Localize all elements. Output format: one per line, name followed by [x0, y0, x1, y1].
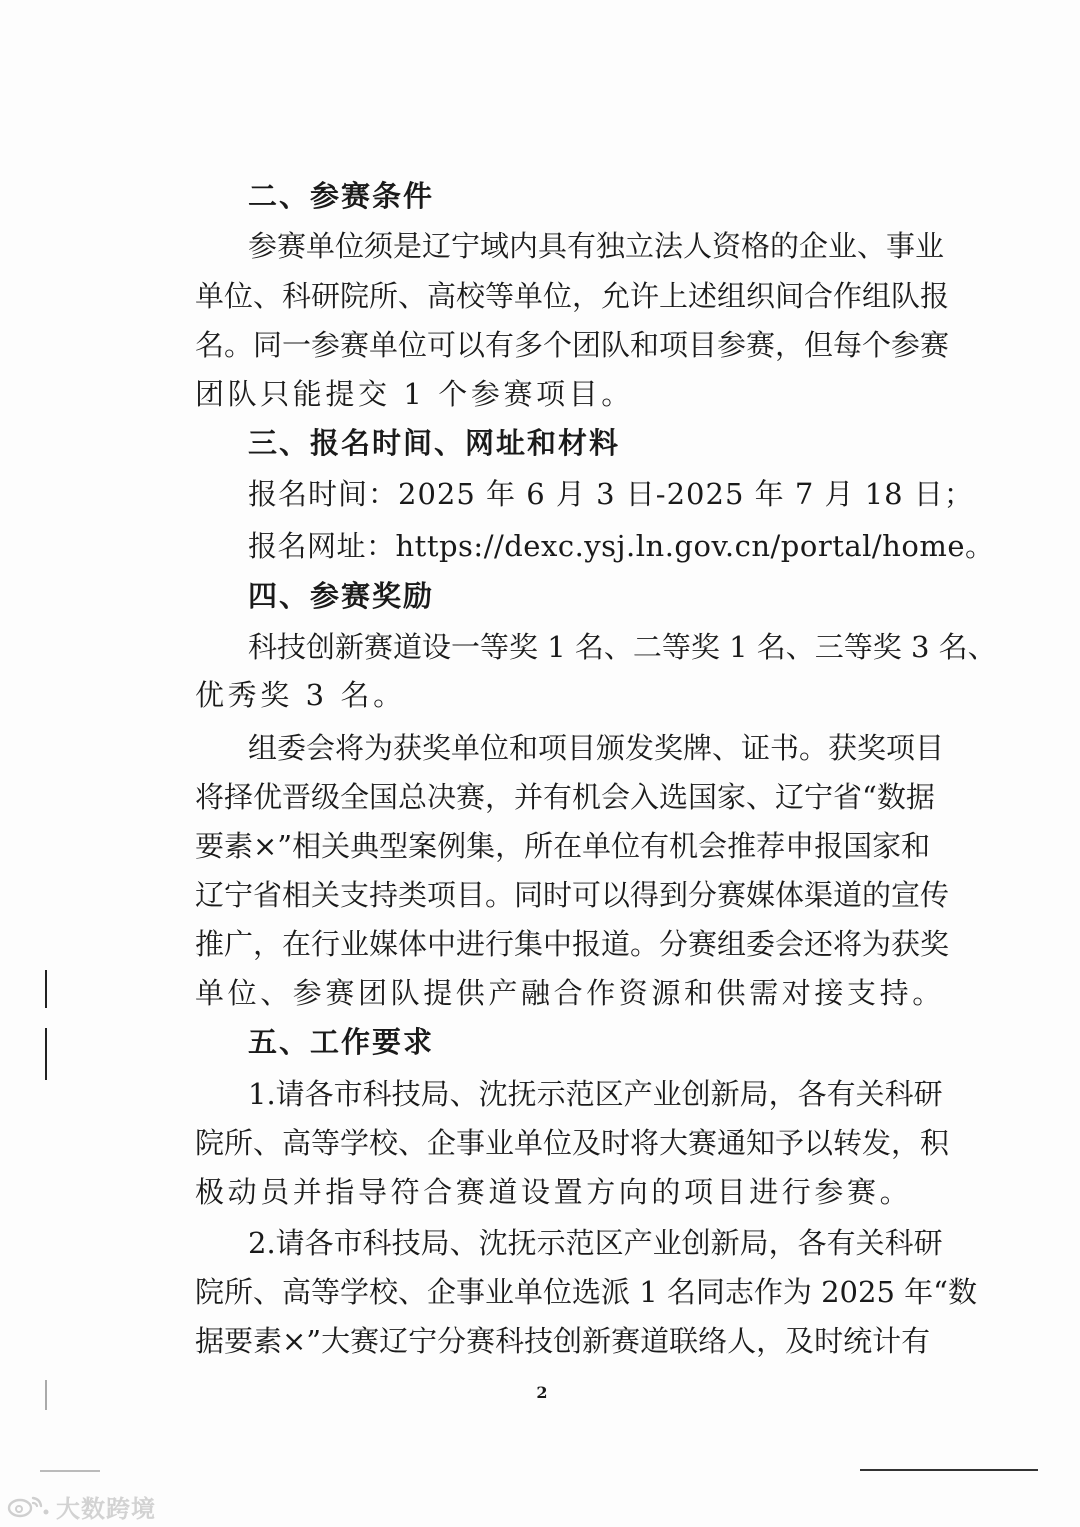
paragraph-line: 将择优晋级全国总决赛，并有机会入选国家、辽宁省“数据 — [195, 780, 935, 814]
weibo-logo-icon — [6, 1493, 50, 1519]
watermark — [6, 1491, 156, 1521]
paragraph-line: 极动员并指导符合赛道设置方向的项目进行参赛。 — [195, 1175, 913, 1209]
margin-mark — [45, 1028, 47, 1080]
paragraph-line: 组委会将为获奖单位和项目颁发奖牌、证书。获奖项目 — [248, 731, 945, 765]
margin-mark — [45, 970, 47, 1008]
margin-mark — [45, 1380, 47, 1410]
paragraph-line: 科技创新赛道设一等奖 1 名、二等奖 1 名、三等奖 3 名、 — [248, 630, 997, 664]
paragraph-line: 团队只能提交 1 个参赛项目。 — [195, 377, 634, 411]
paragraph-line: 推广，在行业媒体中进行集中报道。分赛组委会还将为获奖 — [195, 927, 950, 961]
paragraph-line: 1.请各市科技局、沈抚示范区产业创新局，各有关科研 — [248, 1077, 943, 1111]
bottom-rule — [40, 1470, 100, 1472]
paragraph-line: 院所、高等学校、企事业单位及时将大赛通知予以转发，积 — [195, 1126, 950, 1160]
section-heading-requirements: 五、工作要求 — [248, 1025, 435, 1059]
paragraph-line: 单位、科研院所、高校等单位，允许上述组织间合作组队报 — [195, 279, 950, 313]
paragraph-line: 单位、参赛团队提供产融合作资源和供需对接支持。 — [195, 976, 945, 1010]
page-number: 2 — [536, 1383, 548, 1402]
section-heading-awards: 四、参赛奖励 — [248, 579, 435, 613]
registration-time: 报名时间：2025 年 6 月 3 日-2025 年 7 月 18 日； — [248, 477, 974, 511]
paragraph-line: 要素×”相关典型案例集，所在单位有机会推荐申报国家和 — [195, 829, 931, 863]
paragraph-line: 名。同一参赛单位可以有多个团队和项目参赛，但每个参赛 — [195, 328, 950, 362]
paragraph-line: 参赛单位须是辽宁域内具有独立法人资格的企业、事业 — [248, 229, 945, 263]
registration-url: 报名网址：https://dexc.ysj.ln.gov.cn/portal/home。 — [248, 529, 995, 563]
bottom-rule — [860, 1469, 1038, 1471]
paragraph-line: 优秀奖 3 名。 — [195, 678, 406, 712]
paragraph-line: 据要素×”大赛辽宁分赛科技创新赛道联络人，及时统计有 — [195, 1324, 931, 1358]
paragraph-line: 院所、高等学校、企事业单位选派 1 名同志作为 2025 年“数 — [195, 1275, 977, 1309]
section-heading-registration: 三、报名时间、网址和材料 — [248, 426, 621, 460]
section-heading-conditions: 二、参赛条件 — [248, 179, 435, 213]
paragraph-line: 2.请各市科技局、沈抚示范区产业创新局，各有关科研 — [248, 1226, 943, 1260]
watermark-text: 大数跨境 — [56, 1494, 156, 1523]
paragraph-line: 辽宁省相关支持类项目。同时可以得到分赛媒体渠道的宣传 — [195, 878, 950, 912]
